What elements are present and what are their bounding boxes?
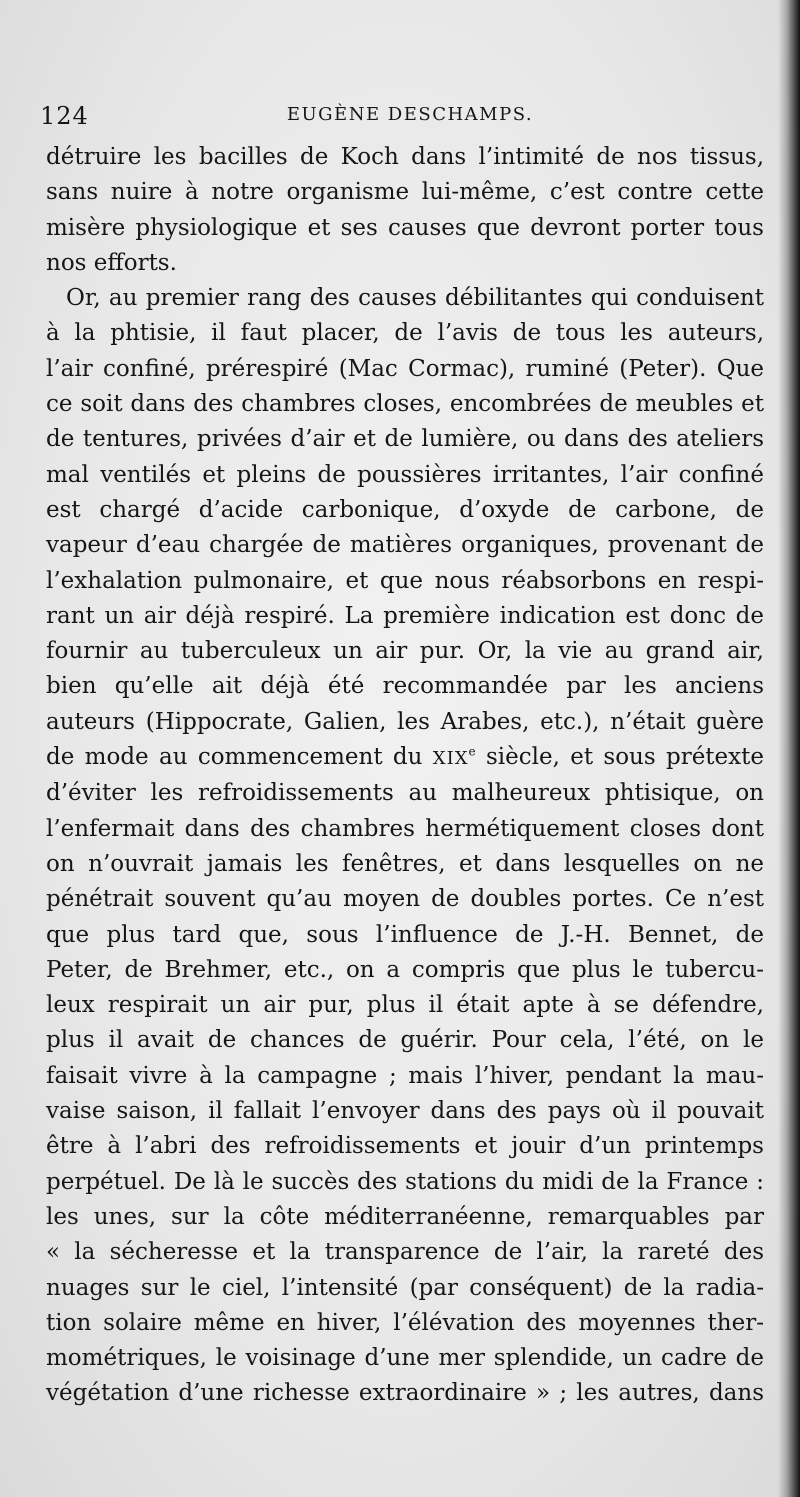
line-text-after: siècle, et sous prétexte xyxy=(475,744,764,771)
text-line: bien qu’elle ait déjà été recommandée par les anciens xyxy=(46,673,764,700)
text-line: à la phtisie, il faut placer, de l’avis de tous les auteurs, xyxy=(46,320,764,347)
text-line: que plus tard que, sous l’influence de J.-H. Bennet, de xyxy=(46,921,764,948)
text-line: nuages sur le ciel, l’intensité (par conséquent) de la radia- xyxy=(46,1274,764,1301)
text-line: auteurs (Hippocrate, Galien, les Arabes, etc.), n’était guère xyxy=(46,708,764,735)
text-line: leux respirait un air pur, plus il était apte à se défendre, xyxy=(46,992,764,1019)
text-line: sans nuire à notre organisme lui-même, c’est contre cette xyxy=(46,179,764,206)
text-line: les unes, sur la côte méditerranéenne, remarquables par xyxy=(46,1203,764,1230)
century-numeral: XIX xyxy=(432,748,469,770)
text-line: de tentures, privées d’air et de lumière, ou dans des ateliers xyxy=(46,426,764,453)
text-line: être à l’abri des refroidissements et jouir d’un printemps xyxy=(46,1133,764,1160)
text-line: l’air confiné, prérespiré (Mac Cormac), ruminé (Peter). Que xyxy=(46,355,764,382)
text-line: ce soit dans des chambres closes, encombrées de meubles et xyxy=(46,391,764,418)
text-line: l’enfermait dans des chambres hermétiquement closes dont xyxy=(46,815,764,842)
text-line: mométriques, le voisinage d’une mer splendide, un cadre de xyxy=(46,1345,764,1372)
text-line: « la sécheresse et la transparence de l’air, la rareté des xyxy=(46,1239,764,1266)
text-line: d’éviter les refroidissements au malheureux phtisique, on xyxy=(46,780,764,807)
text-line: détruire les bacilles de Koch dans l’intimité de nos tissus, xyxy=(46,144,764,170)
text-line: tion solaire même en hiver, l’élévation des moyennes ther- xyxy=(46,1309,764,1336)
text-line: plus il avait de chances de guérir. Pour cela, l’été, on le xyxy=(46,1027,764,1054)
body-text xyxy=(46,140,764,1412)
running-head: EUGÈNE DESCHAMPS. xyxy=(286,104,534,125)
text-line: végétation d’une richesse extraordinaire » ; les autres, dans xyxy=(46,1380,764,1407)
century-superscript: e xyxy=(468,744,476,759)
text-line xyxy=(46,740,764,776)
text-line: l’exhalation pulmonaire, et que nous réabsorbons en respi- xyxy=(46,567,764,594)
text-line: faisait vivre à la campagne ; mais l’hiver, pendant la mau- xyxy=(46,1062,764,1089)
text-line: mal ventilés et pleins de poussières irritantes, l’air confiné xyxy=(46,461,764,488)
text-line: nos efforts. xyxy=(46,249,177,276)
text-line: pénétrait souvent qu’au moyen de doubles portes. Ce n’est xyxy=(46,886,764,913)
text-line: vaise saison, il fallait l’envoyer dans des pays où il pouvait xyxy=(46,1098,764,1125)
text-line: est chargé d’acide carbonique, d’oxyde de carbone, de xyxy=(46,496,764,523)
page-number: 124 xyxy=(40,102,89,130)
text-line: fournir au tuberculeux un air pur. Or, la vie au grand air, xyxy=(46,638,764,665)
page-header xyxy=(40,100,760,136)
text-line: vapeur d’eau chargée de matières organiques, provenant de xyxy=(46,532,764,559)
text-line: rant un air déjà respiré. La première indication est donc de xyxy=(46,602,764,629)
text-line: Peter, de Brehmer, etc., on a compris que plus le tubercu- xyxy=(46,956,764,983)
text-line: perpétuel. De là le succès des stations du midi de la France : xyxy=(46,1168,764,1195)
text-line: misère physiologique et ses causes que devront porter tous xyxy=(46,214,764,241)
page-binding-shadow xyxy=(778,0,800,1497)
text-line: on n’ouvrait jamais les fenêtres, et dans lesquelles on ne xyxy=(46,850,764,877)
line-text-before: de mode au commencement du xyxy=(46,744,433,771)
paragraph-start-line: Or, au premier rang des causes débilitantes qui conduisent xyxy=(66,285,764,312)
